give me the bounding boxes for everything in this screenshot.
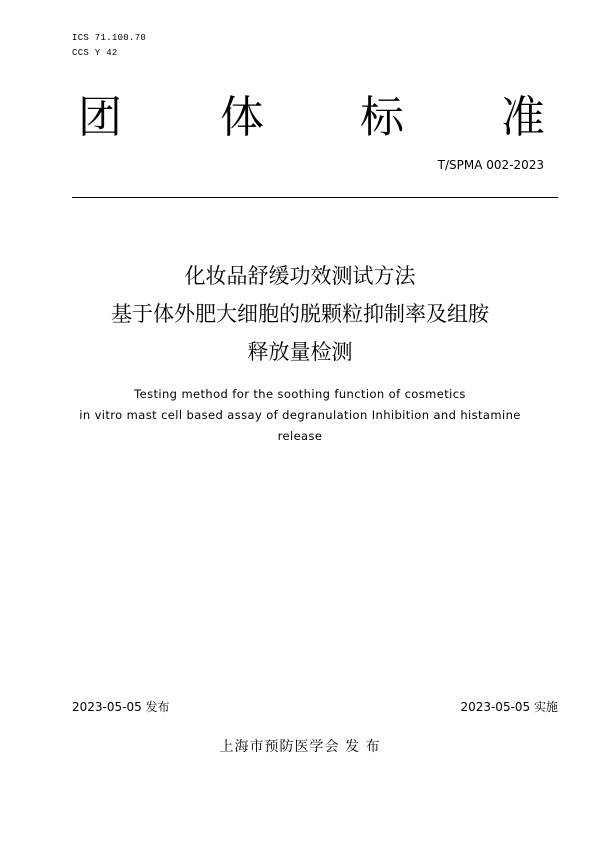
english-title-line: release	[277, 429, 323, 443]
standard-type-char: 体	[220, 92, 264, 143]
publisher: 上海市预防医学会 发 布	[219, 739, 381, 755]
chinese-title-line: 基于体外肥大细胞的脱颗粒抑制率及组胺	[111, 302, 489, 326]
standard-type-char: 准	[501, 92, 545, 143]
implementation-date: 2023-05-05 实施	[460, 700, 558, 714]
ics-code: ICS 71.100.70	[72, 33, 147, 43]
standard-type-char: 标	[360, 92, 404, 143]
english-title-line: Testing method for the soothing function of cosmetics	[134, 387, 466, 401]
standard-number: T/SPMA 002-2023	[437, 158, 544, 172]
issue-date: 2023-05-05 发布	[72, 700, 170, 714]
ccs-code: CCS Y 42	[72, 48, 118, 58]
chinese-title-line: 释放量检测	[247, 340, 353, 364]
english-title-line: in vitro mast cell based assay of degranulation Inhibition and histamine	[79, 408, 521, 422]
header-divider	[72, 197, 558, 198]
chinese-title-line: 化妆品舒缓功效测试方法	[184, 264, 416, 288]
standard-type-char: 团	[78, 92, 122, 143]
